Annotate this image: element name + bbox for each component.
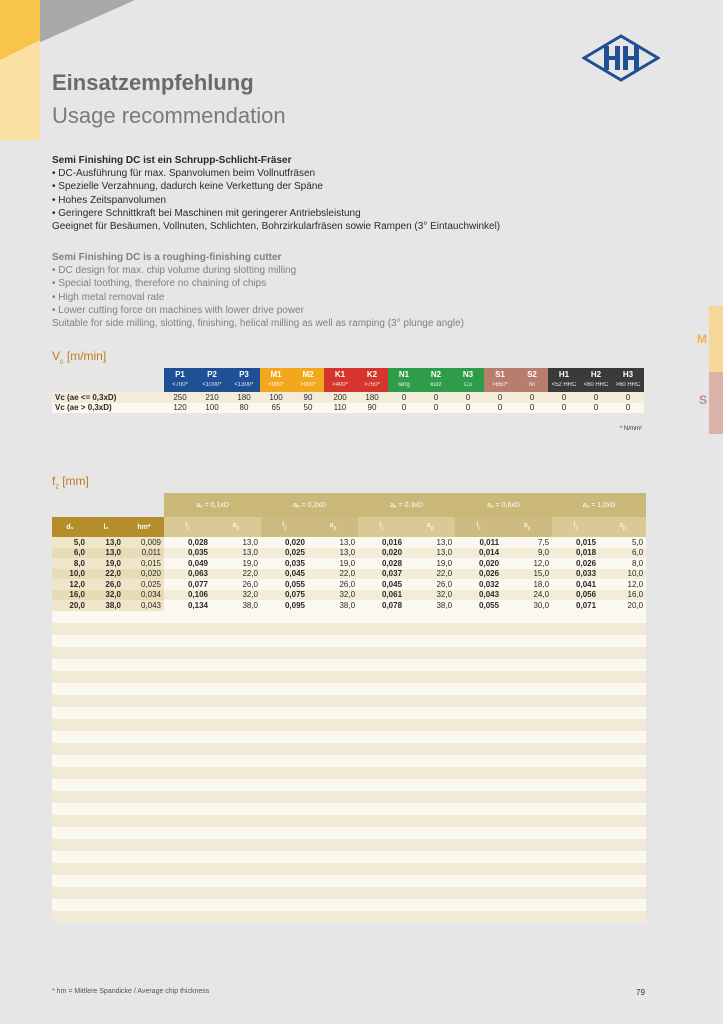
fz-empty-row bbox=[52, 707, 646, 719]
usage-note-de: Geeignet für Besäumen, Vollnuten, Schlichten, Bohrzirkularfräsen sowie Rampen (3° Eintauchwinkel) bbox=[52, 221, 501, 233]
fz-key-cell: 6,0 bbox=[52, 548, 88, 559]
hh-logo-icon bbox=[582, 34, 660, 82]
fz-key-cell: 10,0 bbox=[52, 569, 88, 580]
fz-empty-row bbox=[52, 911, 646, 923]
material-code: P2 bbox=[207, 370, 217, 379]
fz-pair-header bbox=[211, 517, 261, 537]
fz-key-cell: 0,034 bbox=[124, 590, 164, 601]
fz-value-cell: 22,0 bbox=[308, 569, 358, 580]
material-cell-h3 bbox=[612, 368, 644, 392]
fz-empty-row bbox=[52, 671, 646, 683]
fz-key-cell: 19,0 bbox=[88, 558, 124, 569]
vc-value: 180 bbox=[228, 392, 260, 403]
fz-empty-cell bbox=[52, 671, 646, 683]
fz-value-cell: 26,0 bbox=[308, 579, 358, 590]
fz-value-cell: 13,0 bbox=[405, 537, 455, 548]
fz-pair-header-main: $f_z$ bbox=[282, 522, 287, 532]
fz-pair-header bbox=[502, 517, 552, 537]
material-cell-m2 bbox=[292, 368, 324, 392]
material-cell-p3 bbox=[228, 368, 260, 392]
fz-empty-row bbox=[52, 695, 646, 707]
material-strength: kurz bbox=[430, 382, 442, 388]
fz-group-2: aₑ = 0,2xD bbox=[261, 493, 358, 517]
material-cell-h2 bbox=[580, 368, 612, 392]
fz-value-cell: 0,037 bbox=[358, 569, 405, 580]
material-strength: >850* bbox=[492, 382, 508, 388]
fz-value-cell: 26,0 bbox=[211, 579, 261, 590]
fz-value-cell: 0,026 bbox=[455, 569, 502, 580]
description-en bbox=[52, 251, 672, 330]
fz-empty-cell bbox=[52, 635, 646, 647]
fz-value-cell: 19,0 bbox=[308, 558, 358, 569]
fz-key-cell: 12,0 bbox=[52, 579, 88, 590]
fz-label-main: f bbox=[52, 474, 56, 488]
fz-row bbox=[52, 558, 646, 569]
fz-value-cell: 20,0 bbox=[599, 600, 646, 611]
fz-value-cell: 0,043 bbox=[455, 590, 502, 601]
material-cell-n2 bbox=[420, 368, 452, 392]
fz-empty-row bbox=[52, 863, 646, 875]
fz-key-cell: 0,025 bbox=[124, 579, 164, 590]
fz-value-cell: 0,028 bbox=[358, 558, 405, 569]
fz-pair-header bbox=[405, 517, 455, 537]
fz-value-cell: 5,0 bbox=[599, 537, 646, 548]
fz-value-cell: 0,077 bbox=[164, 579, 211, 590]
fz-empty-row bbox=[52, 659, 646, 671]
fz-value-cell: 0,045 bbox=[261, 569, 308, 580]
fz-empty-cell bbox=[52, 695, 646, 707]
fz-key-cell: 0,015 bbox=[124, 558, 164, 569]
vc-header-blank bbox=[52, 368, 164, 392]
fz-group-4: aₑ = 0,6xD bbox=[455, 493, 552, 517]
vc-value: 0 bbox=[548, 392, 580, 403]
vc-value: 110 bbox=[324, 403, 356, 414]
fz-empty-cell bbox=[52, 911, 646, 923]
vc-value: 90 bbox=[292, 392, 324, 403]
fz-key-cell: 38,0 bbox=[88, 600, 124, 611]
vc-value: 0 bbox=[580, 403, 612, 414]
fz-value-cell: 13,0 bbox=[308, 537, 358, 548]
fz-value-cell: 13,0 bbox=[211, 548, 261, 559]
vc-value: 50 bbox=[292, 403, 324, 414]
bullet-en-4: • Lower cutting force on machines with lower drive power bbox=[52, 304, 672, 317]
fz-empty-cell bbox=[52, 839, 646, 851]
vc-value: 0 bbox=[388, 403, 420, 414]
vc-value: 100 bbox=[260, 392, 292, 403]
fz-value-cell: 0,056 bbox=[552, 590, 599, 601]
fz-key-cell: 0,020 bbox=[124, 569, 164, 580]
vc-section-label bbox=[52, 349, 106, 365]
fz-empty-row bbox=[52, 755, 646, 767]
material-strength: <700* bbox=[172, 382, 188, 388]
vc-value: 0 bbox=[420, 392, 452, 403]
fz-value-cell: 0,011 bbox=[455, 537, 502, 548]
vc-label-main: V bbox=[52, 349, 61, 363]
fz-empty-cell bbox=[52, 743, 646, 755]
fz-value-cell: 22,0 bbox=[405, 569, 455, 580]
fz-value-cell: 13,0 bbox=[211, 537, 261, 548]
fz-label-unit: [mm] bbox=[62, 474, 89, 488]
vc-value: 0 bbox=[548, 403, 580, 414]
fz-empty-row bbox=[52, 623, 646, 635]
cutting-speed-table bbox=[52, 368, 644, 413]
vc-value: 90 bbox=[356, 403, 388, 414]
fz-empty-cell bbox=[52, 899, 646, 911]
fz-pair-header-main: $f_z$ bbox=[379, 522, 384, 532]
fz-value-cell: 13,0 bbox=[308, 548, 358, 559]
fz-empty-cell bbox=[52, 731, 646, 743]
fz-pair-header bbox=[358, 517, 405, 537]
material-strength: <1000* bbox=[202, 382, 222, 388]
material-cell-s2 bbox=[516, 368, 548, 392]
material-strength: <52 HRC bbox=[551, 382, 577, 388]
vc-value: 0 bbox=[580, 392, 612, 403]
material-strength: <1300* bbox=[234, 382, 254, 388]
fz-value-cell: 0,134 bbox=[164, 600, 211, 611]
fz-value-cell: 0,015 bbox=[552, 537, 599, 548]
fz-value-cell: 26,0 bbox=[405, 579, 455, 590]
fz-value-cell: 6,0 bbox=[599, 548, 646, 559]
fz-group-header-row bbox=[52, 493, 646, 517]
page-title-en: Usage recommendation bbox=[52, 103, 286, 128]
fz-empty-cell bbox=[52, 623, 646, 635]
fz-empty-row bbox=[52, 851, 646, 863]
fz-empty-row bbox=[52, 815, 646, 827]
fz-pair-header-main: $f_z$ bbox=[573, 522, 578, 532]
fz-empty-row bbox=[52, 743, 646, 755]
side-tab-letter-s: S bbox=[698, 393, 707, 407]
fz-pair-header-main: $a_p$ bbox=[232, 522, 240, 532]
fz-empty-cell bbox=[52, 803, 646, 815]
fz-empty-cell bbox=[52, 791, 646, 803]
material-cell-h1 bbox=[548, 368, 580, 392]
material-cell-s1 bbox=[484, 368, 516, 392]
material-cell-m1 bbox=[260, 368, 292, 392]
fz-value-cell: 24,0 bbox=[502, 590, 552, 601]
fz-value-cell: 0,055 bbox=[455, 600, 502, 611]
fz-key-cell: 5,0 bbox=[52, 537, 88, 548]
vc-value: 65 bbox=[260, 403, 292, 414]
vc-value: 0 bbox=[388, 392, 420, 403]
fz-group-3: aₑ = 0,3xD bbox=[358, 493, 455, 517]
fz-value-cell: 32,0 bbox=[211, 590, 261, 601]
fz-value-cell: 0,020 bbox=[261, 537, 308, 548]
bullet-en-3: • High metal removal rate bbox=[52, 291, 672, 304]
vc-row-label: Vc (ae > 0,3xD) bbox=[52, 403, 164, 414]
fz-empty-row bbox=[52, 875, 646, 887]
material-cell-p1 bbox=[164, 368, 196, 392]
fz-empty-cell bbox=[52, 815, 646, 827]
material-strength: >60 HRC bbox=[615, 382, 641, 388]
fz-value-cell: 0,035 bbox=[164, 548, 211, 559]
material-cell-p2 bbox=[196, 368, 228, 392]
fz-row bbox=[52, 600, 646, 611]
fz-value-cell: 18,0 bbox=[502, 579, 552, 590]
vc-value: 0 bbox=[516, 403, 548, 414]
vc-value: 0 bbox=[612, 392, 644, 403]
fz-key-cell: 0,009 bbox=[124, 537, 164, 548]
vc-value: 0 bbox=[612, 403, 644, 414]
side-tab-m bbox=[709, 306, 723, 372]
material-cell-n1 bbox=[388, 368, 420, 392]
fz-empty-row bbox=[52, 731, 646, 743]
fz-value-cell: 7,5 bbox=[502, 537, 552, 548]
fz-empty-cell bbox=[52, 863, 646, 875]
fz-empty-cell bbox=[52, 875, 646, 887]
material-cell-k1 bbox=[324, 368, 356, 392]
fz-pair-header bbox=[552, 517, 599, 537]
fz-key-cell: 22,0 bbox=[88, 569, 124, 580]
fz-empty-cell bbox=[52, 707, 646, 719]
vc-value: 0 bbox=[452, 392, 484, 403]
fz-value-cell: 0,063 bbox=[164, 569, 211, 580]
vc-value: 0 bbox=[484, 392, 516, 403]
fz-value-cell: 0,041 bbox=[552, 579, 599, 590]
page-title-de: Einsatzempfehlung bbox=[52, 70, 254, 95]
fz-key-cell: 0,043 bbox=[124, 600, 164, 611]
vc-value: 0 bbox=[420, 403, 452, 414]
material-strength: >900* bbox=[300, 382, 316, 388]
material-code: K1 bbox=[334, 370, 346, 379]
fz-value-cell: 0,071 bbox=[552, 600, 599, 611]
fz-row bbox=[52, 569, 646, 580]
fz-value-cell: 19,0 bbox=[405, 558, 455, 569]
fz-empty-cell bbox=[52, 659, 646, 671]
material-strength: >750* bbox=[364, 382, 380, 388]
fz-value-cell: 0,018 bbox=[552, 548, 599, 559]
material-code: H2 bbox=[590, 370, 602, 379]
fz-key-cell: 0,011 bbox=[124, 548, 164, 559]
fz-group-blank bbox=[52, 493, 164, 517]
fz-empty-row bbox=[52, 647, 646, 659]
fz-key-cell: 13,0 bbox=[88, 537, 124, 548]
fz-value-cell: 0,020 bbox=[455, 558, 502, 569]
fz-value-cell: 0,035 bbox=[261, 558, 308, 569]
fz-group-5: aₑ = 1,0xD bbox=[552, 493, 646, 517]
fz-empty-cell bbox=[52, 887, 646, 899]
fz-value-cell: 0,061 bbox=[358, 590, 405, 601]
fz-row bbox=[52, 537, 646, 548]
fz-key-cell: 8,0 bbox=[52, 558, 88, 569]
fz-key-cell: 16,0 bbox=[52, 590, 88, 601]
fz-value-cell: 32,0 bbox=[405, 590, 455, 601]
fz-value-cell: 0,016 bbox=[358, 537, 405, 548]
fz-left-header-3: hm* bbox=[124, 517, 164, 537]
fz-label-sub: z bbox=[55, 483, 59, 491]
material-cell-n3 bbox=[452, 368, 484, 392]
fz-empty-cell bbox=[52, 755, 646, 767]
fz-empty-row bbox=[52, 827, 646, 839]
fz-pair-header-main: $a_p$ bbox=[523, 522, 531, 532]
fz-empty-row bbox=[52, 887, 646, 899]
fz-empty-row bbox=[52, 839, 646, 851]
footer-note-en: Average chip thickness bbox=[137, 988, 210, 995]
vc-value: 0 bbox=[516, 392, 548, 403]
fz-value-cell: 0,020 bbox=[358, 548, 405, 559]
vc-value: 200 bbox=[324, 392, 356, 403]
fz-sub-header-row bbox=[52, 517, 646, 537]
vc-label-unit: [m/min] bbox=[66, 349, 107, 363]
fz-empty-row bbox=[52, 611, 646, 623]
description-de bbox=[52, 154, 672, 233]
side-tab-letter-m: M bbox=[697, 332, 707, 346]
fz-value-cell: 38,0 bbox=[308, 600, 358, 611]
fz-value-cell: 38,0 bbox=[211, 600, 261, 611]
feed-per-tooth-table bbox=[52, 493, 646, 923]
material-strength: >400* bbox=[332, 382, 348, 388]
material-code: K2 bbox=[366, 370, 378, 379]
vc-row bbox=[52, 403, 644, 414]
fz-pair-header bbox=[455, 517, 502, 537]
material-strength: lang bbox=[398, 382, 410, 388]
fz-empty-row bbox=[52, 779, 646, 791]
description-heading-en: Semi Finishing DC is a roughing-finishing cutter bbox=[52, 252, 282, 263]
fz-key-cell: 20,0 bbox=[52, 600, 88, 611]
footer-note bbox=[52, 988, 209, 995]
fz-pair-header-main: $a_p$ bbox=[329, 522, 337, 532]
fz-pair-header-main: $a_p$ bbox=[426, 522, 434, 532]
material-code: H3 bbox=[622, 370, 634, 379]
fz-value-cell: 0,033 bbox=[552, 569, 599, 580]
fz-value-cell: 9,0 bbox=[502, 548, 552, 559]
material-strength: <60 HRC bbox=[583, 382, 609, 388]
fz-value-cell: 13,0 bbox=[405, 548, 455, 559]
fz-empty-row bbox=[52, 683, 646, 695]
bullet-de-3: • Hohes Zeitspanvolumen bbox=[52, 194, 672, 207]
fz-empty-row bbox=[52, 767, 646, 779]
bullet-en-2: • Special toothing, therefore no chaining of chips bbox=[52, 277, 672, 290]
fz-value-cell: 0,028 bbox=[164, 537, 211, 548]
fz-value-cell: 16,0 bbox=[599, 590, 646, 601]
fz-value-cell: 30,0 bbox=[502, 600, 552, 611]
fz-value-cell: 0,078 bbox=[358, 600, 405, 611]
fz-value-cell: 0,045 bbox=[358, 579, 405, 590]
fz-value-cell: 0,025 bbox=[261, 548, 308, 559]
fz-left-header-1: d₁ bbox=[52, 517, 88, 537]
fz-empty-row bbox=[52, 803, 646, 815]
fz-value-cell: 0,032 bbox=[455, 579, 502, 590]
fz-value-cell: 8,0 bbox=[599, 558, 646, 569]
material-strength: Ni bbox=[529, 382, 535, 388]
fz-pair-header bbox=[261, 517, 308, 537]
fz-value-cell: 32,0 bbox=[308, 590, 358, 601]
fz-key-cell: 13,0 bbox=[88, 548, 124, 559]
fz-empty-cell bbox=[52, 611, 646, 623]
fz-value-cell: 0,075 bbox=[261, 590, 308, 601]
vc-value: 0 bbox=[452, 403, 484, 414]
page-number: 79 bbox=[636, 988, 645, 997]
fz-row bbox=[52, 579, 646, 590]
fz-value-cell: 0,026 bbox=[552, 558, 599, 569]
fz-value-cell: 10,0 bbox=[599, 569, 646, 580]
fz-empty-cell bbox=[52, 827, 646, 839]
material-code: M2 bbox=[302, 370, 314, 379]
bullet-de-4: • Geringere Schnittkraft bei Maschinen mit geringerer Antriebsleistung bbox=[52, 207, 672, 220]
vc-value: 100 bbox=[196, 403, 228, 414]
fz-pair-header bbox=[308, 517, 358, 537]
bullet-en-1: • DC design for max. chip volume during slotting milling bbox=[52, 264, 672, 277]
vc-value: 120 bbox=[164, 403, 196, 414]
fz-empty-cell bbox=[52, 683, 646, 695]
footer-note-de: * hm = Mittlere Spandicke bbox=[52, 988, 132, 995]
vc-value: 210 bbox=[196, 392, 228, 403]
material-code: H1 bbox=[558, 370, 570, 379]
vc-row-label: Vc (ae <= 0,3xD) bbox=[52, 392, 164, 403]
footer-note-separator: / bbox=[131, 988, 138, 995]
fz-empty-cell bbox=[52, 851, 646, 863]
fz-group-1: aₑ = 0,1xD bbox=[164, 493, 261, 517]
material-code: S2 bbox=[527, 370, 537, 379]
material-code: P1 bbox=[175, 370, 185, 379]
fz-value-cell: 0,095 bbox=[261, 600, 308, 611]
fz-pair-header bbox=[164, 517, 211, 537]
fz-value-cell: 0,014 bbox=[455, 548, 502, 559]
material-code: M1 bbox=[270, 370, 282, 379]
fz-row bbox=[52, 548, 646, 559]
vc-value: 250 bbox=[164, 392, 196, 403]
fz-value-cell: 19,0 bbox=[211, 558, 261, 569]
usage-note-en: Suitable for side milling, slotting, finishing, helical milling as well as ramping (3° plunge angle) bbox=[52, 318, 464, 330]
fz-empty-row bbox=[52, 635, 646, 647]
material-strength: <900* bbox=[268, 382, 284, 388]
vc-value: 180 bbox=[356, 392, 388, 403]
vc-value: 80 bbox=[228, 403, 260, 414]
material-code: P3 bbox=[239, 370, 249, 379]
material-code: S1 bbox=[495, 370, 505, 379]
fz-empty-cell bbox=[52, 719, 646, 731]
material-strength: Cu bbox=[464, 382, 472, 388]
fz-empty-cell bbox=[52, 767, 646, 779]
fz-key-cell: 32,0 bbox=[88, 590, 124, 601]
vc-footnote: * N/mm² bbox=[620, 426, 642, 432]
fz-pair-header bbox=[599, 517, 646, 537]
material-cell-k2 bbox=[356, 368, 388, 392]
material-code: N2 bbox=[430, 370, 442, 379]
fz-pair-header-main: $a_p$ bbox=[619, 522, 626, 532]
fz-empty-row bbox=[52, 899, 646, 911]
fz-empty-row bbox=[52, 719, 646, 731]
fz-left-header-2: l₂ bbox=[88, 517, 124, 537]
fz-empty-cell bbox=[52, 779, 646, 791]
fz-row bbox=[52, 590, 646, 601]
vc-value: 0 bbox=[484, 403, 516, 414]
bullet-de-2: • Spezielle Verzahnung, dadurch keine Verkettung der Späne bbox=[52, 180, 672, 193]
vc-row bbox=[52, 392, 644, 403]
fz-pair-header-main: $f_z$ bbox=[476, 522, 481, 532]
description-heading-de: Semi Finishing DC ist ein Schrupp-Schlicht-Fräser bbox=[52, 155, 292, 166]
fz-pair-header-main: $f_z$ bbox=[185, 522, 190, 532]
vc-label-sub: c bbox=[60, 358, 64, 366]
material-code: N3 bbox=[462, 370, 474, 379]
fz-value-cell: 15,0 bbox=[502, 569, 552, 580]
fz-empty-cell bbox=[52, 647, 646, 659]
fz-value-cell: 0,055 bbox=[261, 579, 308, 590]
fz-value-cell: 0,106 bbox=[164, 590, 211, 601]
fz-value-cell: 38,0 bbox=[405, 600, 455, 611]
fz-section-label bbox=[52, 474, 89, 490]
fz-value-cell: 0,049 bbox=[164, 558, 211, 569]
side-tab-s bbox=[709, 372, 723, 434]
vc-material-header-row bbox=[52, 368, 644, 392]
fz-value-cell: 12,0 bbox=[599, 579, 646, 590]
fz-value-cell: 12,0 bbox=[502, 558, 552, 569]
fz-key-cell: 26,0 bbox=[88, 579, 124, 590]
bullet-de-1: • DC-Ausführung für max. Spanvolumen beim Vollnutfräsen bbox=[52, 167, 672, 180]
fz-value-cell: 22,0 bbox=[211, 569, 261, 580]
material-code: N1 bbox=[398, 370, 410, 379]
fz-empty-row bbox=[52, 791, 646, 803]
